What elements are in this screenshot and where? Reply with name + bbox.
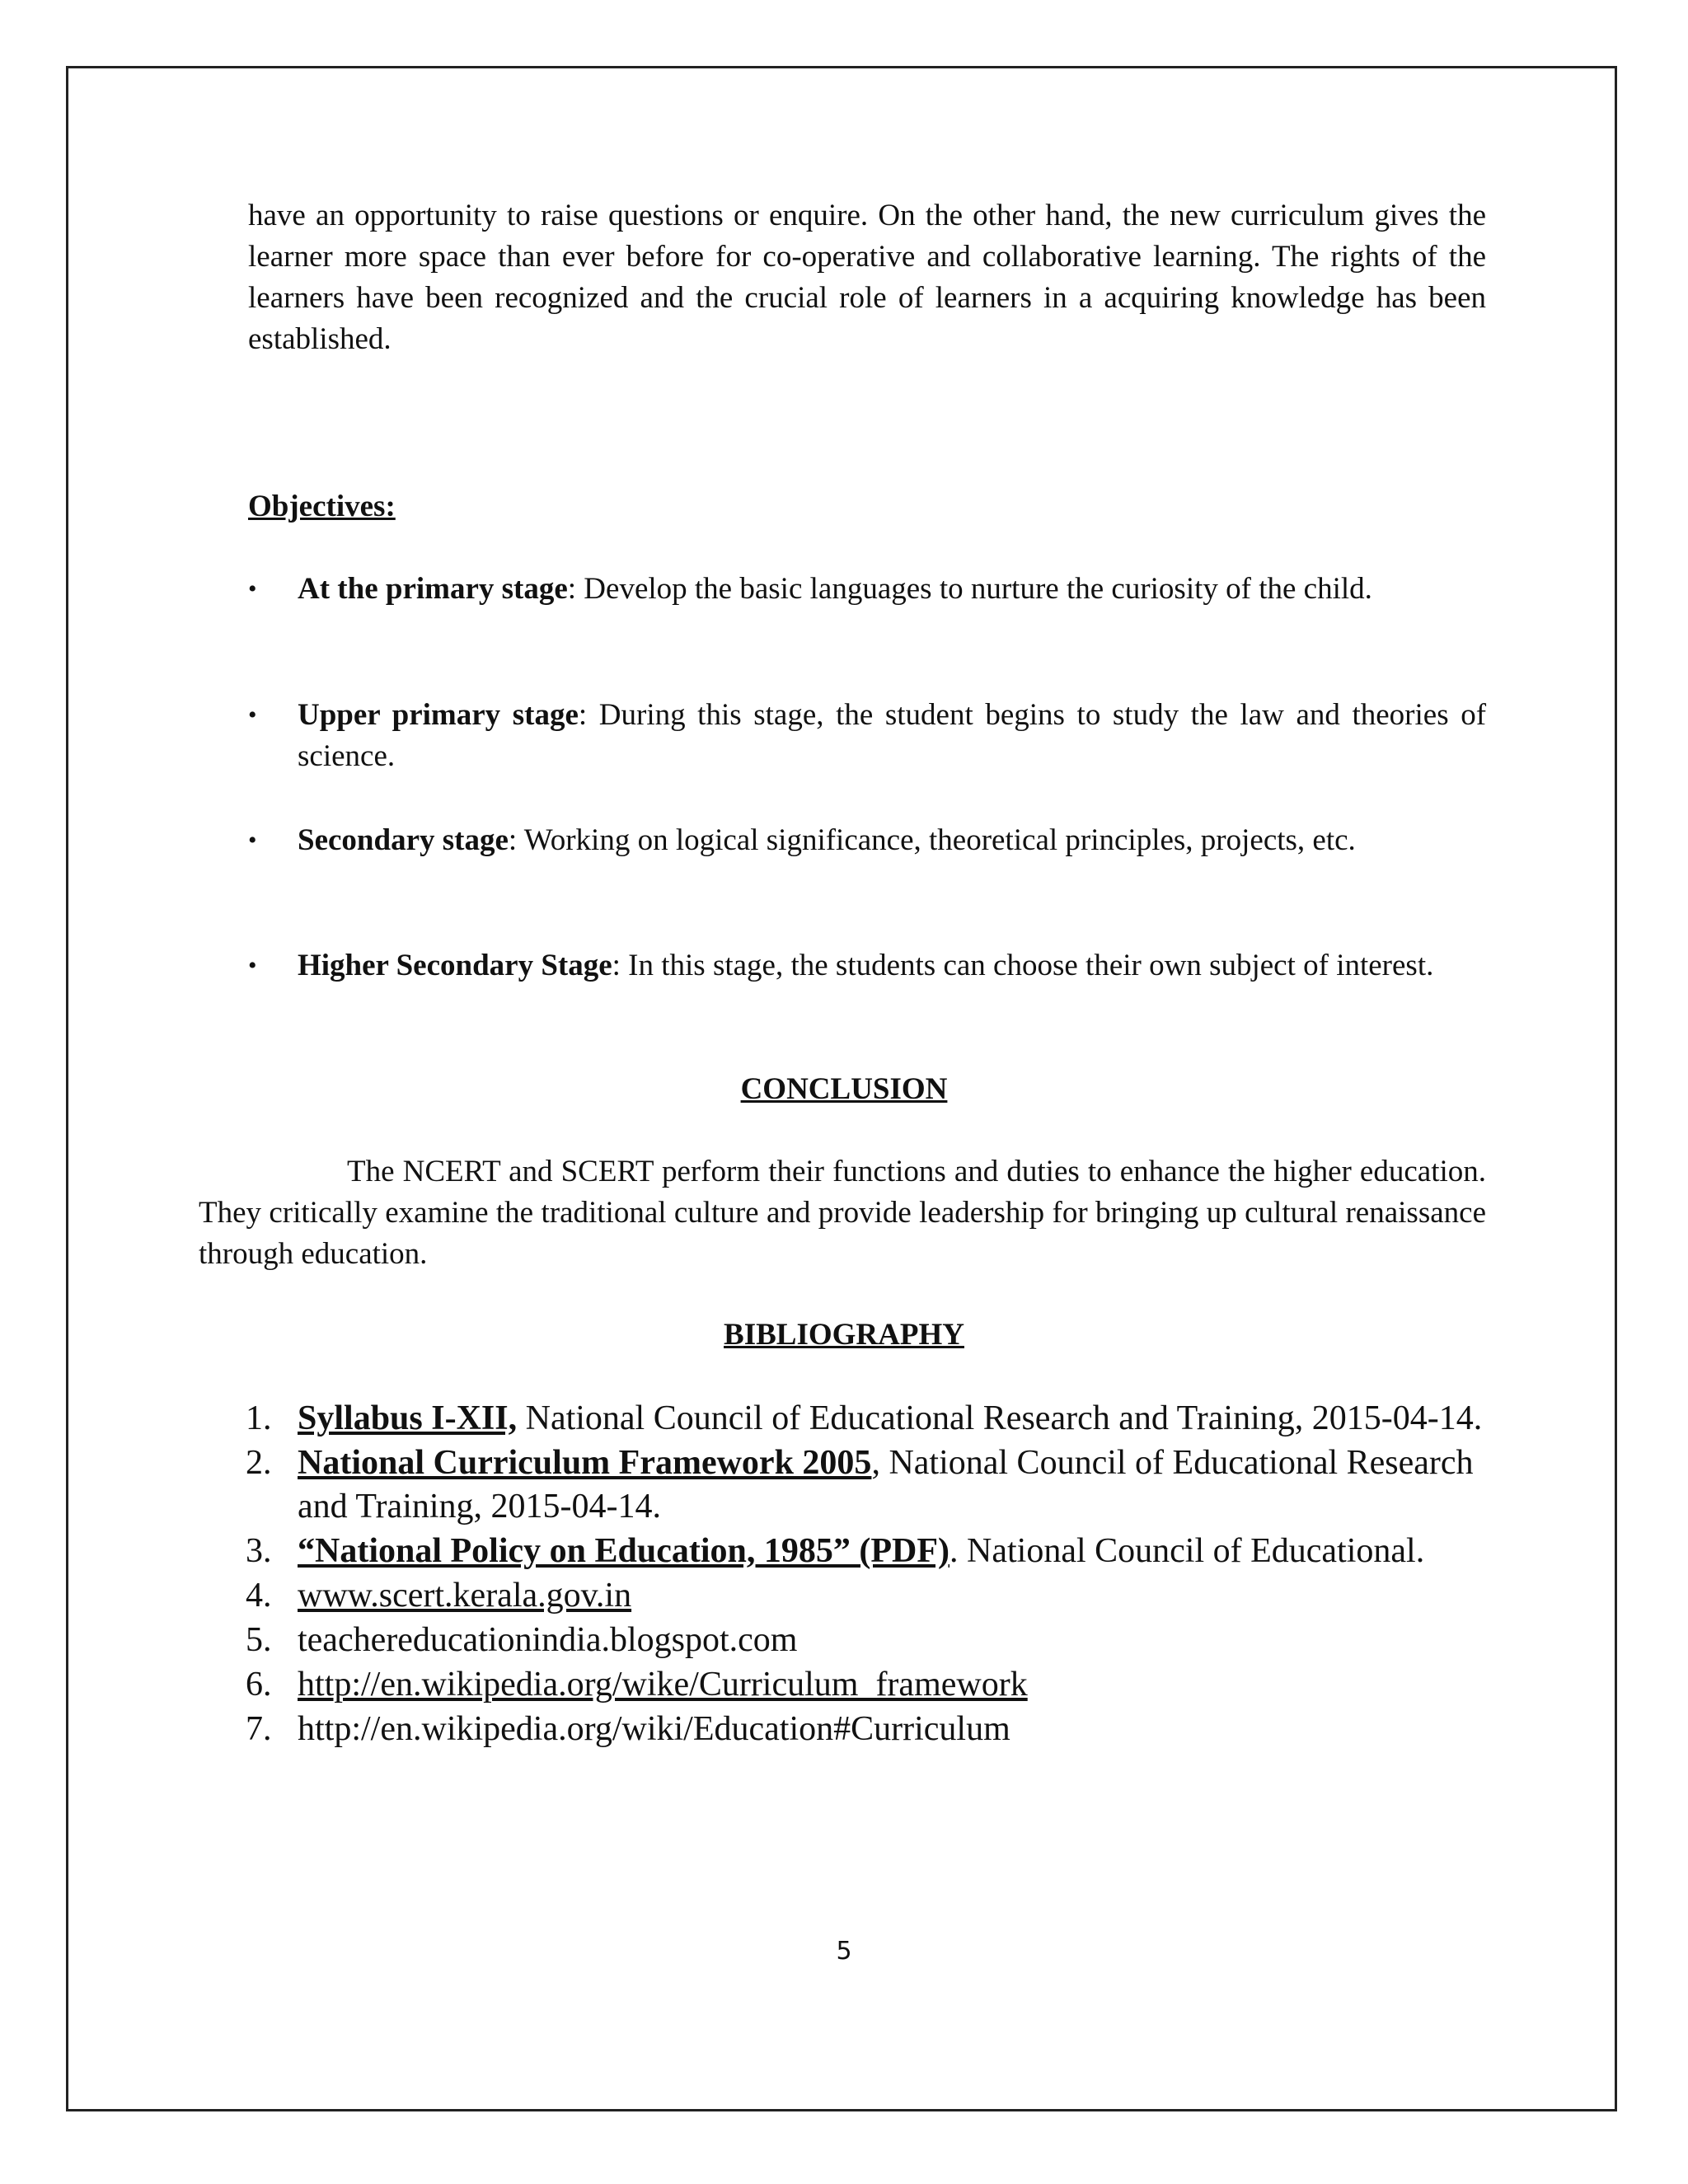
objective-item-primary (248, 569, 1486, 610)
bibliography-source: teachereducationindia.blogspot.com (298, 1621, 798, 1659)
objective-text (298, 945, 1486, 987)
bibliography-details: National Council of Educational Research and Training, 2015-04-14. (517, 1399, 1483, 1437)
objective-description: : In this stage, the students can choose their own subject of interest. (612, 949, 1434, 982)
objective-description: : Develop the basic languages to nurture the curiosity of the child. (567, 572, 1372, 606)
item-number: 7. (246, 1710, 272, 1748)
bullet-icon: • (248, 827, 257, 854)
intro-paragraph: have an opportunity to raise questions or enquire. On the other hand, the new curriculum gives the learner more space than ever before for co-operative and collaborative learning. The rights of the learners have been recognized and the crucial role of learners in a acquiring knowledge has been established. (248, 199, 1486, 356)
bibliography-list (231, 1397, 1500, 1752)
objective-item-higher-secondary (248, 945, 1486, 987)
objective-description: : During this stage, the student begins to study the law and theories of science. (298, 698, 1487, 773)
bibliography-item (231, 1619, 1500, 1662)
item-number: 6. (246, 1666, 272, 1704)
conclusion-paragraph: The NCERT and SCERT perform their functions and duties to enhance the higher education. They critically examine the traditional culture and provide leadership for bringing up cultural renaissance through education. (199, 1155, 1486, 1271)
bibliography-details: , National Council of Educational Research and Training, 2015-04-14. (298, 1444, 1474, 1526)
objective-label: At the primary stage (298, 572, 568, 606)
objective-description: : Working on logical significance, theoretical principles, projects, etc. (508, 823, 1356, 857)
item-number: 4. (246, 1577, 272, 1615)
objective-item-secondary (248, 820, 1486, 861)
wikipedia-curriculum-framework-link[interactable]: http://en.wikipedia.org/wike/Curriculum_framework (298, 1666, 1028, 1704)
bibliography-item (231, 1397, 1500, 1441)
bibliography-item (231, 1708, 1500, 1751)
bibliography-item (231, 1441, 1500, 1529)
objective-item-upper-primary (248, 695, 1486, 777)
objective-label: Secondary stage (298, 823, 509, 857)
item-number: 5. (246, 1621, 272, 1659)
bibliography-item (231, 1574, 1500, 1618)
objective-text (298, 695, 1486, 777)
bibliography-heading: BIBLIOGRAPHY (724, 1318, 964, 1352)
objective-text (298, 569, 1486, 610)
bibliography-item (231, 1530, 1500, 1573)
objective-label: Upper primary stage (298, 698, 579, 732)
bibliography-item (231, 1663, 1500, 1707)
objectives-heading: Objectives: (248, 490, 396, 523)
page-number: 5 (836, 1937, 852, 1966)
item-number: 3. (246, 1532, 272, 1570)
bibliography-title: National Curriculum Framework 2005 (298, 1444, 872, 1482)
item-number: 1. (246, 1399, 272, 1437)
bibliography-details: . National Council of Educational. (950, 1532, 1425, 1570)
bullet-icon: • (248, 701, 257, 729)
objective-text (298, 820, 1486, 861)
bibliography-source: http://en.wikipedia.org/wiki/Education#Curriculum (298, 1710, 1010, 1748)
bibliography-title: “National Policy on Education, 1985” (PDF) (298, 1532, 950, 1570)
conclusion-heading: CONCLUSION (740, 1072, 948, 1106)
scert-kerala-link[interactable]: www.scert.kerala.gov.in (298, 1577, 632, 1615)
bibliography-title: Syllabus I-XII, (298, 1399, 518, 1437)
objective-label: Higher Secondary Stage (298, 949, 612, 982)
item-number: 2. (246, 1444, 272, 1482)
bullet-icon: • (248, 575, 257, 602)
bullet-icon: • (248, 952, 257, 979)
